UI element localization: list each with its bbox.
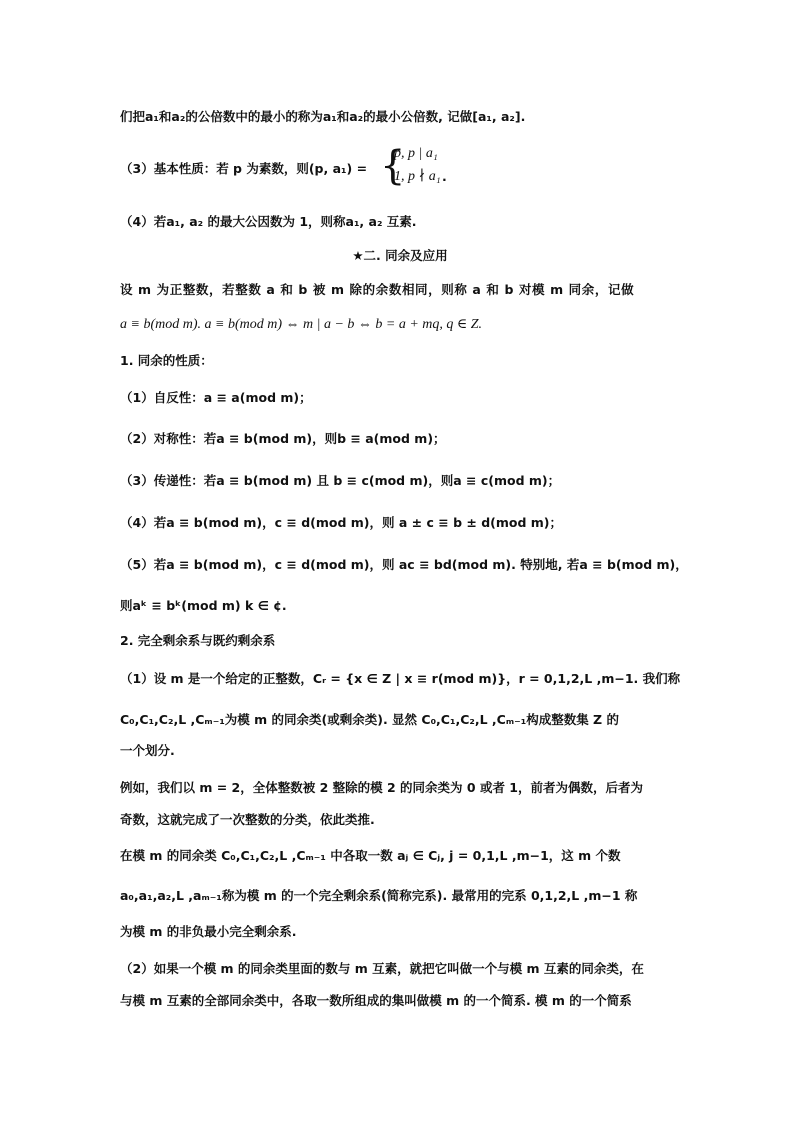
property-symmetric: （2）对称性：若a ≡ b(mod m)，则b ≡ a(mod m)； (120, 431, 446, 446)
text-line-coprime: （4）若a₁, a₂ 的最大公因数为 1，则称a₁, a₂ 互素. (120, 214, 417, 229)
text-line-congruence-def: 设 m 为正整数，若整数 a 和 b 被 m 除的余数相同，则称 a 和 b 对模 m 同余，记做 (120, 282, 635, 297)
subheading-congruence-properties: 1. 同余的性质： (120, 353, 213, 368)
text-line-basic-property: （3）基本性质：若 p 为素数，则(p, a₁) = (120, 161, 368, 176)
text-line-reduced-system: （2）如果一个模 m 的同余类里面的数与 m 互素，就把它叫做一个与模 m 互素的同余类，在 (120, 961, 644, 976)
formula-congruence: a ≡ b(mod m). a ≡ b(mod m) ⇔ m | a − b ⇔ b = a + mq, q ∈ Z. (120, 317, 483, 332)
property-reflexive: （1）自反性：a ≡ a(mod m)； (120, 390, 312, 405)
text-line-nonnegative-min: 为模 m 的非负最小完全剩余系. (120, 924, 297, 939)
property-addition: （4）若a ≡ b(mod m)，c ≡ d(mod m)，则 a ± c ≡ b ± d(mod m)； (120, 515, 563, 530)
property-power: 则aᵏ ≡ bᵏ(mod m) k ∈ ¢. (120, 598, 287, 613)
case-end-period: . (442, 169, 447, 184)
case-2: 1, p ∤ a₁ (394, 169, 441, 184)
text-line-complete-system-2: a₀,a₁,a₂,L ,aₘ₋₁称为模 m 的一个完全剩余系(简称完系). 最常用的完系 0,1,2,L ,m−1 称 (120, 888, 638, 903)
text-line-example-2: 奇数，这就完成了一次整数的分类，依此类推. (120, 812, 375, 827)
left-brace: { (380, 143, 406, 189)
text-line-lcm-definition: 们把a₁和a₂的公倍数中的最小的称为a₁和a₂的最小公倍数, 记做[a₁, a₂]. (120, 109, 526, 124)
text-line-residue-classes-2: C₀,C₁,C₂,L ,Cₘ₋₁为模 m 的同余类(或剩余类). 显然 C₀,C₁,C₂,L ,Cₘ₋₁构成整数集 Z 的 (120, 712, 619, 727)
subheading-residue-systems: 2. 完全剩余系与既约剩余系 (120, 633, 276, 648)
property-transitive: （3）传递性：若a ≡ b(mod m) 且 b ≡ c(mod m)，则a ≡ c(mod m)； (120, 473, 561, 488)
text-line-reduced-system-2: 与模 m 互素的全部同余类中，各取一数所组成的集叫做模 m 的一个简系. 模 m 的一个简系 (120, 993, 632, 1008)
text-line-partition: 一个划分. (120, 743, 175, 758)
text-line-residue-classes: （1）设 m 是一个给定的正整数，Cᵣ = {x ∈ Z | x ≡ r(mod m)}，r = 0,1,2,L ,m−1. 我们称 (120, 671, 681, 686)
property-multiplication: （5）若a ≡ b(mod m)，c ≡ d(mod m)，则 ac ≡ bd(mod m). 特别地, 若a ≡ b(mod m)， (120, 557, 688, 572)
case-1: p, p | a₁ (394, 146, 438, 161)
section-heading: ★二. 同余及应用 (352, 248, 448, 263)
text-line-example: 例如，我们以 m = 2，全体整数被 2 整除的模 2 的同余类为 0 或者 1，前者为偶数，后者为 (120, 780, 644, 795)
text-line-complete-system: 在模 m 的同余类 C₀,C₁,C₂,L ,Cₘ₋₁ 中各取一数 aⱼ ∈ Cⱼ, j = 0,1,L ,m−1，这 m 个数 (120, 848, 621, 863)
